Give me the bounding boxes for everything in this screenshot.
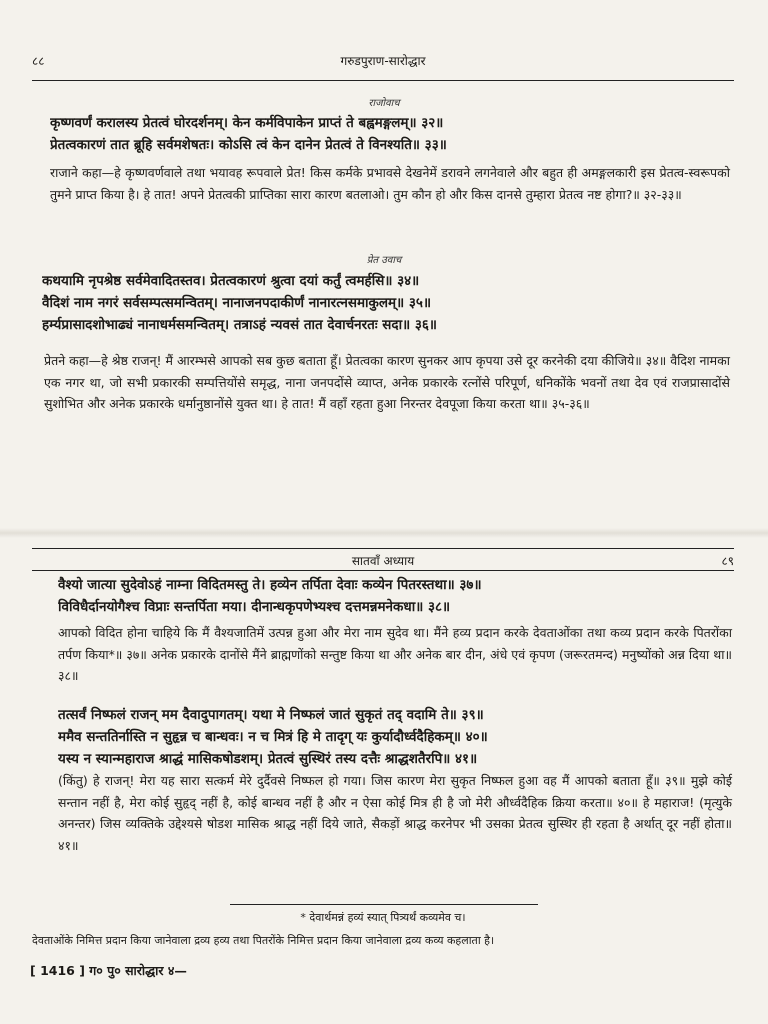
- page-number-bottom: ८९: [721, 554, 734, 568]
- section-2-prose: [44, 350, 730, 415]
- footnote-rule: [230, 904, 538, 905]
- section-1-prose: [50, 162, 730, 205]
- signature-mark: [ 1416 ] ग० पु० सारोद्धार ४—: [30, 963, 187, 978]
- verse-32: कृष्णवर्णं करालस्य प्रेतत्वं घोरदर्शनम्। केन कर्मविपाकेन प्राप्तं ते बह्वमङ्गलम्॥ ३२॥: [50, 115, 444, 131]
- chapter-rule-top: [32, 548, 734, 549]
- section-2: [42, 270, 728, 336]
- footnote-verse: * देवार्थमन्नं हव्यं स्यात् पित्र्यर्थं कव्यमेव च।: [300, 911, 466, 924]
- verse-37: वैश्यो जात्या सुदेवोऽहं नाम्ना विदितमस्तु ते। हव्येन तर्पिता देवाः कव्येन पितरस्तथा॥ ३७॥: [58, 577, 482, 593]
- verse-33: प्रेतत्वकारणं तात ब्रूहि सर्वमशेषतः। कोऽसि त्वं केन दानेन प्रेतत्वं ते विनश्यति॥ ३३॥: [50, 137, 447, 153]
- section-3-prose: [58, 622, 732, 687]
- section-3: [58, 574, 732, 618]
- section-1: [50, 112, 728, 156]
- chapter-title: सातवाँ अध्याय: [351, 554, 415, 568]
- verse-39: तत्सर्वं निष्फलं राजन् मम दैवादुपागतम्। यथा मे निष्फलं जातं सुकृतं तद् वदामि ते॥ ३९॥: [58, 707, 484, 723]
- page-gap-shadow: [0, 528, 768, 538]
- translation-34-36: प्रेतने कहा—हे श्रेष्ठ राजन्! मैं आरम्भसे आपको सब कुछ बताता हूँ। प्रेतत्वका कारण सुनकर आप कृपया उसे दूर करनेकी दया कीजिये॥ ३४॥ वैदिश नामका एक नगर था, जो सभी प्रकारकी सम्पत्तियोंसे समृद्ध, नाना जनपदोंसे व्याप्त, अनेक प्रकारके रत्नोंसे परिपूर्ण, धनिकोंके भवनों तथा देव एवं राजप्रासादोंसे सुशोभित और अनेक प्रकारके धर्मानुष्ठानोंसे युक्त था। हे तात! मैं वहाँ रहता हुआ निरन्तर देवपूजा किया करता था॥ ३५-३६॥: [44, 353, 730, 411]
- translation-39-41: (किंतु) हे राजन्! मेरा यह सारा सत्कर्म मेरे दुर्दैवसे निष्फल हो गया। जिस कारण मेरा सुकृत निष्फल हुआ वह मैं आपको बताता हूँ॥ ३९॥ मुझे कोई सन्तान नहीं है, मेरा कोई सुहृद् नहीं है, कोई बान्धव नहीं है और न ऐसा कोई मित्र ही है जो मेरी और्ध्वदैहिक क्रिया करता॥ ४०॥ हे महाराज! (मृत्युके अनन्तर) जिस व्यक्तिके उद्देश्यसे षोडश मासिक श्राद्ध नहीं दिये जाते, सैकड़ों श्राद्ध करनेपर भी उसका प्रेतत्व सुस्थिर ही रहता है अर्थात् दूर नहीं होता॥ ४१॥: [58, 773, 732, 853]
- section-4-prose: [58, 770, 732, 856]
- translation-32-33: राजाने कहा—हे कृष्णवर्णवाले तथा भयावह रूपवाले प्रेत! किस कर्मके प्रभावसे देखनेमें डरावने लगनेवाले और बहुत ही अमङ्गलकारी इस प्रेतत्व-स्वरूपको तुमने प्राप्त किया है। हे तात! अपने प्रेतत्वकी प्राप्तिका सारा कारण बतलाओ। तुम कौन हो और किस दानसे तुम्हारा प्रेतत्व नष्ट होगा?॥ ३२-३३॥: [50, 165, 730, 202]
- footnote-text: देवताओंके निमित्त प्रदान किया जानेवाला द्रव्य हव्य तथा पितरोंके निमित्त प्रदान किया जानेवाला द्रव्य कव्य कहलाता है।: [32, 934, 495, 947]
- verse-41: यस्य न स्यान्महाराज श्राद्धं मासिकषोडशम्। प्रेतत्वं सुस्थिरं तस्य दत्तैः श्राद्धशतैरपि॥ ४१॥: [58, 751, 478, 767]
- verse-36: हर्म्यप्रासादशोभाढ्यं नानाधर्मसमन्वितम्। तत्राऽहं न्यवसं तात देवार्चनरतः सदा॥ ३६॥: [42, 317, 437, 333]
- translation-37-38: आपको विदित होना चाहिये कि मैं वैश्यजातिमें उत्पन्न हुआ और मेरा नाम सुदेव था। मैंने हव्य प्रदान करके देवताओंका तथा कव्य प्रदान करके पितरोंका तर्पण किया*॥ ३७॥ अनेक प्रकारके दानोंसे मैंने ब्राह्मणोंको सन्तुष्ट किया था और अनेक बार दीन, अंधे एवं कृपण (जरूरतमन्द) मनुष्योंको अन्न दिया था॥ ३८॥: [58, 625, 732, 683]
- page-number-top: ८८: [32, 54, 45, 68]
- verse-35: वैदिशं नाम नगरं सर्वसम्पत्समन्वितम्। नानाजनपदाकीर्णं नानारत्नसमाकुलम्॥ ३५॥: [42, 295, 432, 311]
- speaker-ghost: प्रेत उवाच: [366, 255, 402, 266]
- verse-40: ममैव सन्ततिर्नास्ति न सुहृन्न च बान्धवः। न च मित्रं हि मे तादृग् यः कुर्यादौर्ध्वदैहिकम्॥ ४०॥: [58, 729, 488, 745]
- running-title: गरुडपुराण-सारोद्धार: [340, 54, 426, 68]
- verse-34: कथयामि नृपश्रेष्ठ सर्वमेवादितस्तव। प्रेतत्वकारणं श्रुत्वा दयां कर्तुं त्वमर्हसि॥ ३४॥: [42, 273, 420, 289]
- section-4: [58, 704, 732, 770]
- speaker-king: राजोवाच: [368, 98, 400, 109]
- header-rule: [32, 80, 734, 81]
- verse-38: विविधैर्दानयोगैश्च विप्राः सन्तर्पिता मया। दीनान्धकृपणेभ्यश्च दत्तमन्नमनेकधा॥ ३८॥: [58, 599, 451, 615]
- chapter-rule-bottom: [32, 570, 734, 571]
